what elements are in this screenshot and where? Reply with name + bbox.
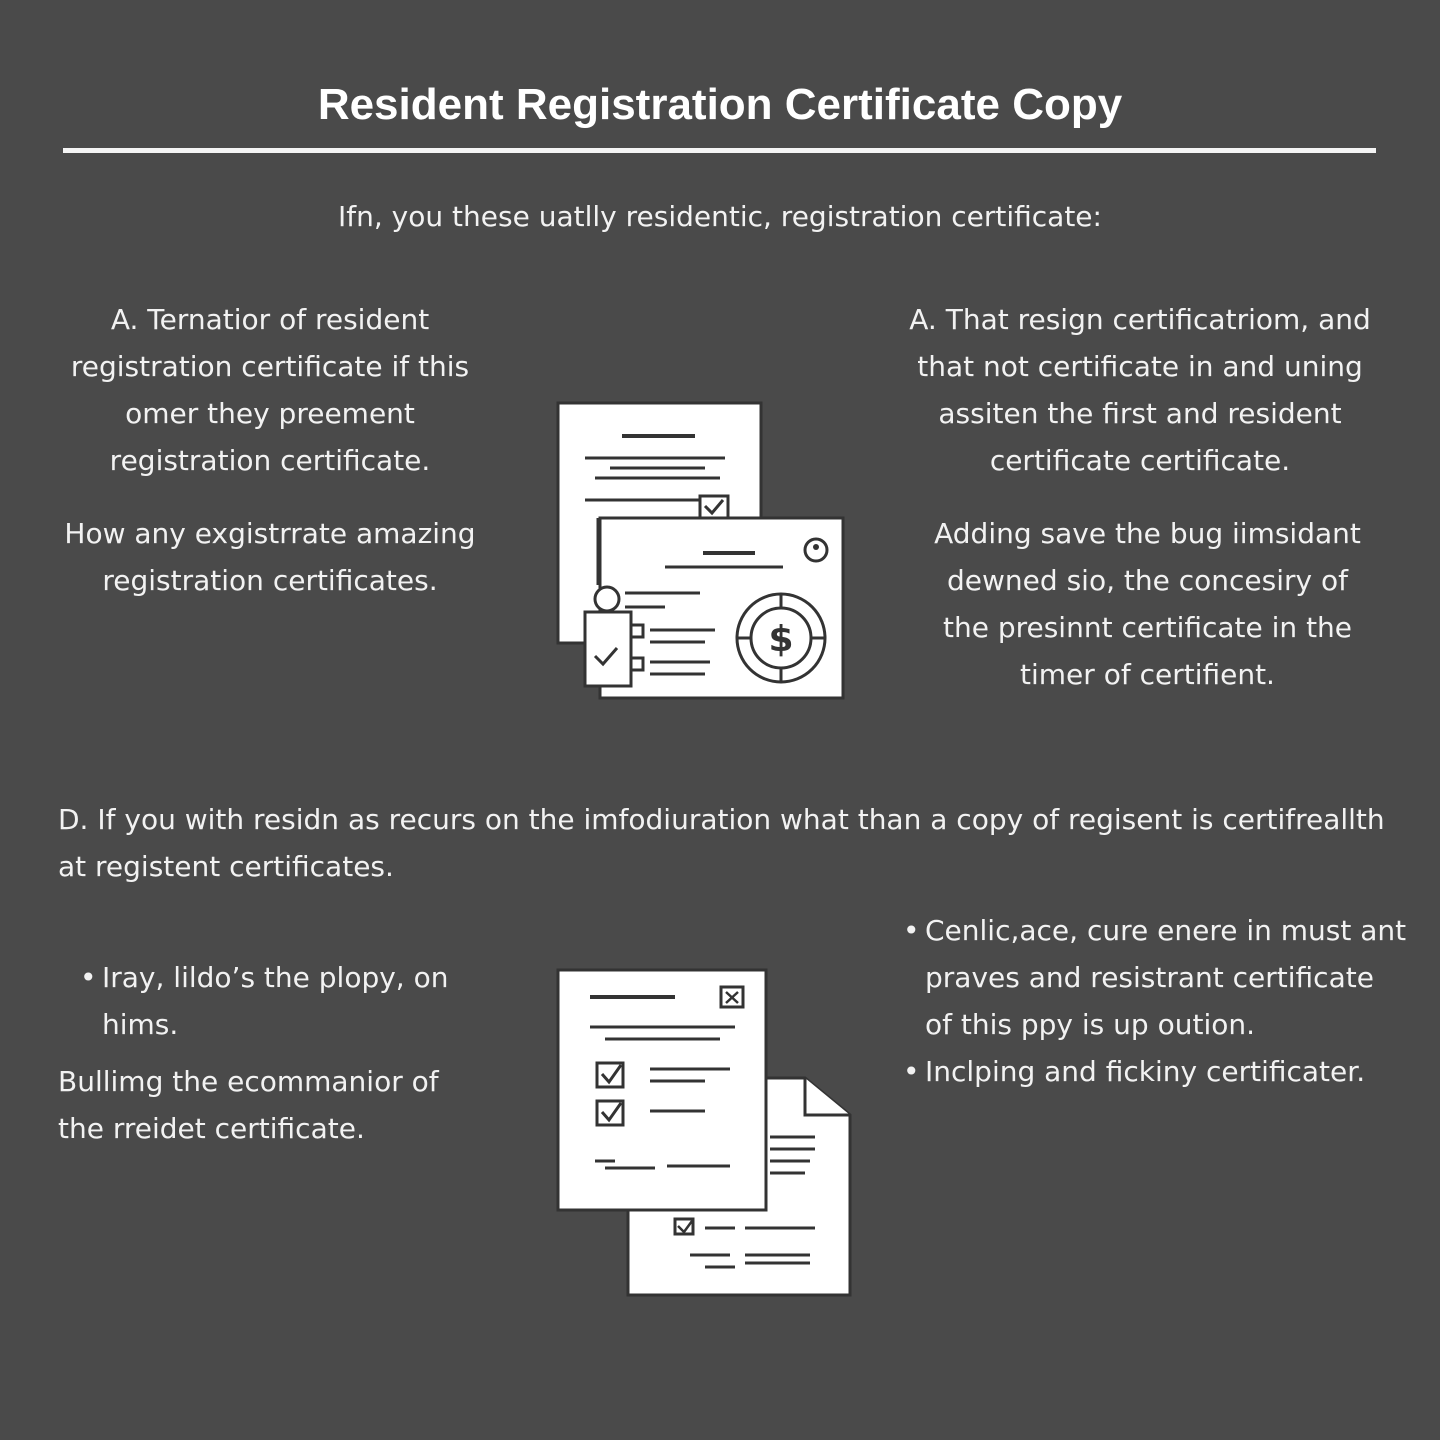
right-top-paragraph-2: Adding save the bug iimsidant dewned sio, the concesiry of the presinnt certificate in the timer of certifient. [934, 517, 1361, 691]
section-d-paragraph: D. If you with residn as recurs on the imfodiuration what than a copy of regisent is certifreallth at registent certificates. [58, 803, 1385, 883]
right-top-paragraph-1: A. That resign certificatriom, and that not certificate in and uning assiten the first and resident certificate certificate. [909, 303, 1371, 477]
certificate-with-dollar-seal-icon [555, 400, 850, 700]
left-top-paragraph-1: A. Ternatior of resident registration certificate if this omer they preement registration certificate. [70, 303, 470, 477]
svg-text:$: $ [768, 619, 794, 660]
left-bottom-bullet-list [80, 954, 460, 1048]
left-bottom-bullet-item: • Iray, lildo’s the plopy, on hims. [80, 954, 460, 1048]
checklist-documents-icon [555, 965, 855, 1300]
page-title: Resident Registration Certificate Copy [317, 80, 1123, 129]
right-bottom-bullet-list [903, 907, 1408, 1095]
intro-text: Ifn, you these uatlly residentic, registration certificate: [338, 200, 1102, 233]
left-top-paragraph-2: How any exgistrrate amazing registration certificates. [64, 517, 476, 597]
left-bottom-paragraph: Bullimg the ecommanior of the rreidet certificate. [58, 1065, 439, 1145]
right-bottom-bullet-item: • Cenlic,ace, cure enere in must ant praves and resistrant certificate of this ppy is up oution. [903, 907, 1408, 1048]
title-divider [63, 148, 1376, 153]
right-bottom-bullet-item: • Inclping and fickiny certificater. [903, 1048, 1408, 1095]
